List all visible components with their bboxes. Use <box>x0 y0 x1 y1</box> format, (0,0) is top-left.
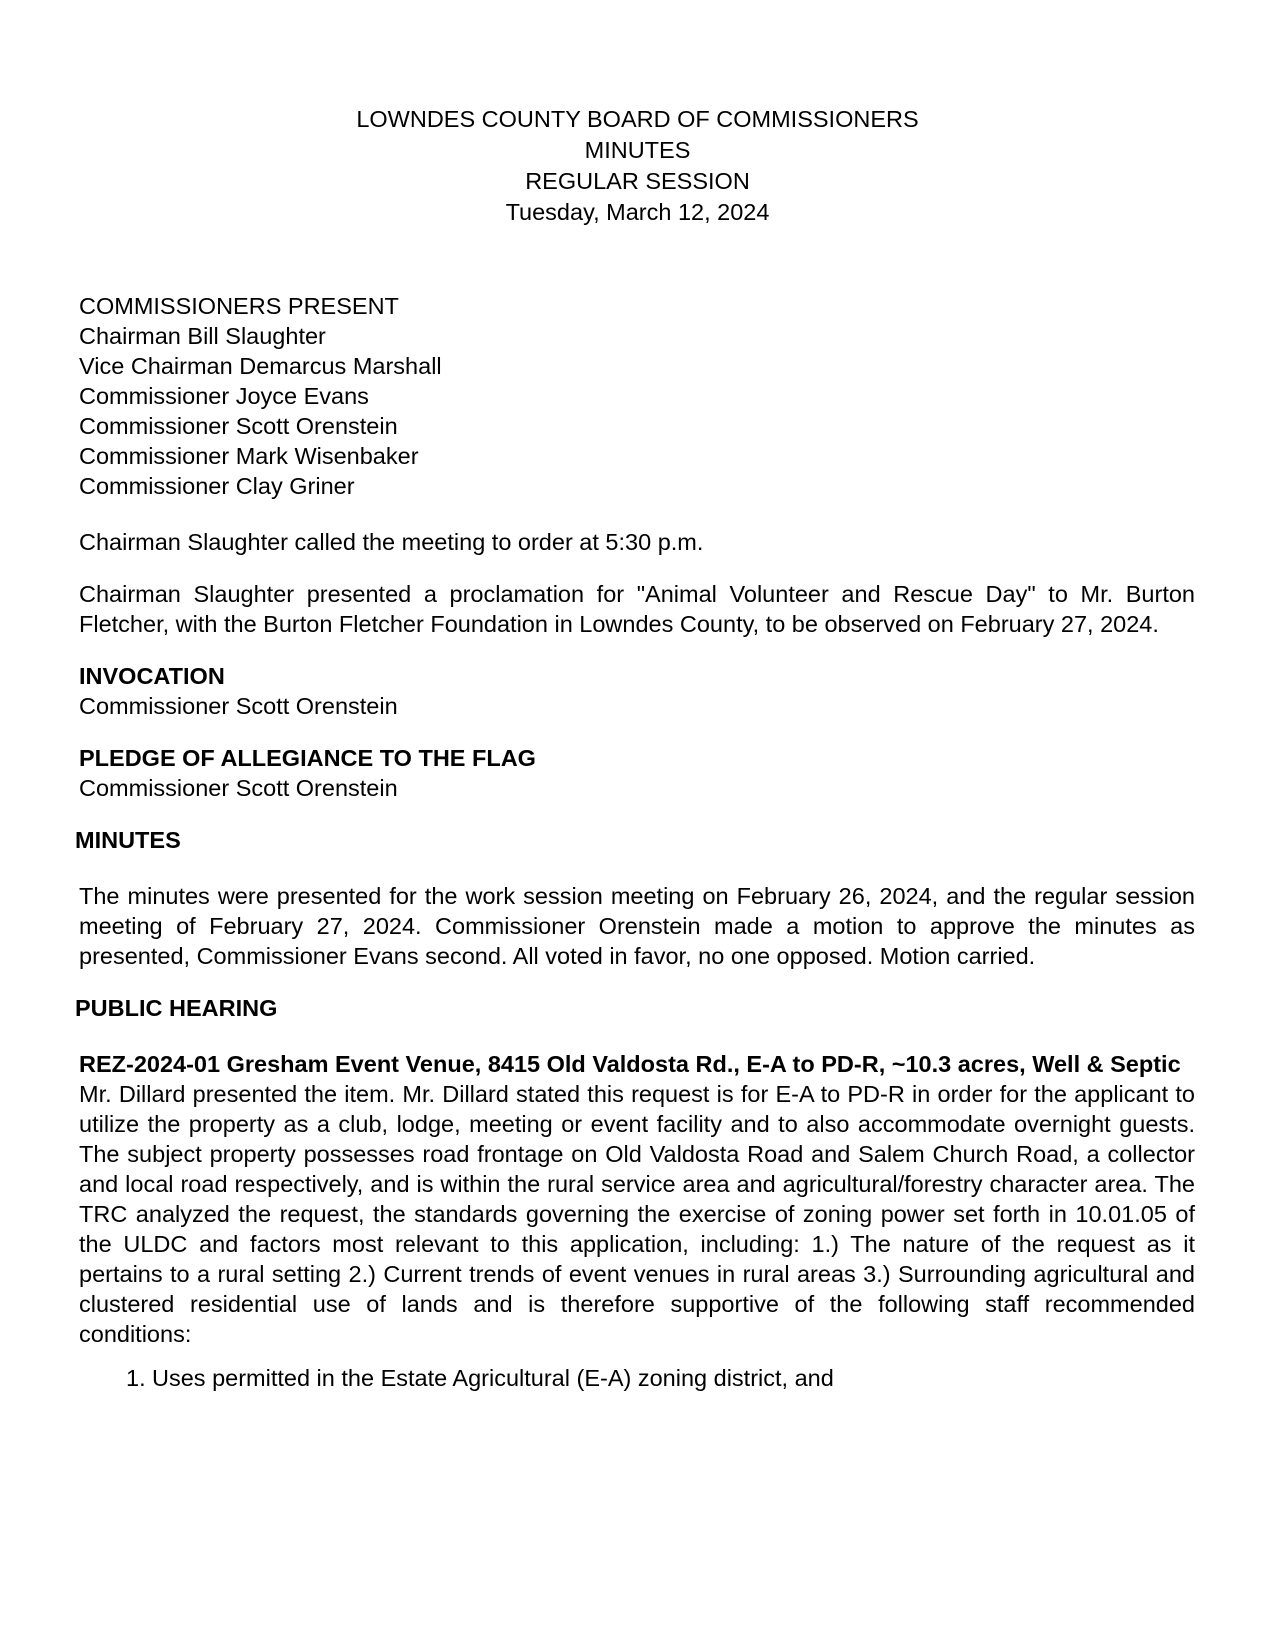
doc-type: MINUTES <box>584 137 691 163</box>
document-body <box>75 291 1195 1393</box>
public-hearing-section <box>75 993 1195 1393</box>
minutes-section <box>75 825 1195 971</box>
meeting-date: Tuesday, March 12, 2024 <box>505 199 770 225</box>
attendee: Commissioner Mark Wisenbaker <box>79 443 419 469</box>
agenda-item-title: REZ-2024-01 Gresham Event Venue, 8415 Old Valdosta Rd., E-A to PD-R, ~10.3 acres, Well & Septic <box>79 1051 1181 1077</box>
public-hearing-heading: PUBLIC HEARING <box>75 995 278 1021</box>
pledge-heading: PLEDGE OF ALLEGIANCE TO THE FLAG <box>79 745 536 771</box>
conditions-list <box>79 1363 1195 1393</box>
invocation-by: Commissioner Scott Orenstein <box>79 693 398 719</box>
condition-text: Uses permitted in the Estate Agricultural (E-A) zoning district, and <box>152 1365 834 1391</box>
pledge-section <box>79 743 1195 803</box>
org-title: LOWNDES COUNTY BOARD OF COMMISSIONERS <box>356 106 919 132</box>
invocation-section <box>79 661 1195 721</box>
list-item <box>79 1363 1195 1393</box>
attendee: Vice Chairman Demarcus Marshall <box>79 353 442 379</box>
document-header <box>0 104 1275 228</box>
attendee: Commissioner Scott Orenstein <box>79 413 398 439</box>
minutes-heading: MINUTES <box>75 827 181 853</box>
invocation-heading: INVOCATION <box>79 663 225 689</box>
agenda-item-text: Mr. Dillard presented the item. Mr. Dillard stated this request is for E-A to PD-R in order for the applicant to utilize the property as a club, lodge, meeting or event facility and to also accommodate overnight guests. The subject property possesses road frontage on Old Valdosta Road and Salem Church Road, a collector and local road respectively, and is within the rural service area and agricultural/forestry character area. The TRC analyzed the request, the standards governing the exercise of zoning power set forth in 10.01.05 of the ULDC and factors most relevant to this application, including: 1.) The nature of the request as it pertains to a rural setting 2.) Current trends of event venues in rural areas 3.) Surrounding agricultural and clustered residential use of lands and is therefore supportive of the following staff recommended conditions: <box>79 1081 1195 1347</box>
attendance-section <box>79 291 1195 501</box>
condition-number: 1. <box>126 1365 146 1391</box>
attendee: Chairman Bill Slaughter <box>79 323 326 349</box>
attendee: Commissioner Clay Griner <box>79 473 355 499</box>
session-type: REGULAR SESSION <box>525 168 750 194</box>
minutes-paragraph: The minutes were presented for the work session meeting on February 26, 2024, and the regular session meeting of February 27, 2024. Commissioner Orenstein made a motion to approve the minutes as presented, Commissioner Evans second. All voted in favor, no one opposed. Motion carried. <box>79 883 1195 969</box>
call-to-order: Chairman Slaughter called the meeting to order at 5:30 p.m. <box>79 529 704 555</box>
pledge-by: Commissioner Scott Orenstein <box>79 775 398 801</box>
attendance-heading: COMMISSIONERS PRESENT <box>79 293 399 319</box>
attendee: Commissioner Joyce Evans <box>79 383 369 409</box>
proclamation-paragraph: Chairman Slaughter presented a proclamation for "Animal Volunteer and Rescue Day" to Mr. Burton Fletcher, with the Burton Fletcher Foundation in Lowndes County, to be observed on February 27, 2024. <box>79 581 1195 637</box>
